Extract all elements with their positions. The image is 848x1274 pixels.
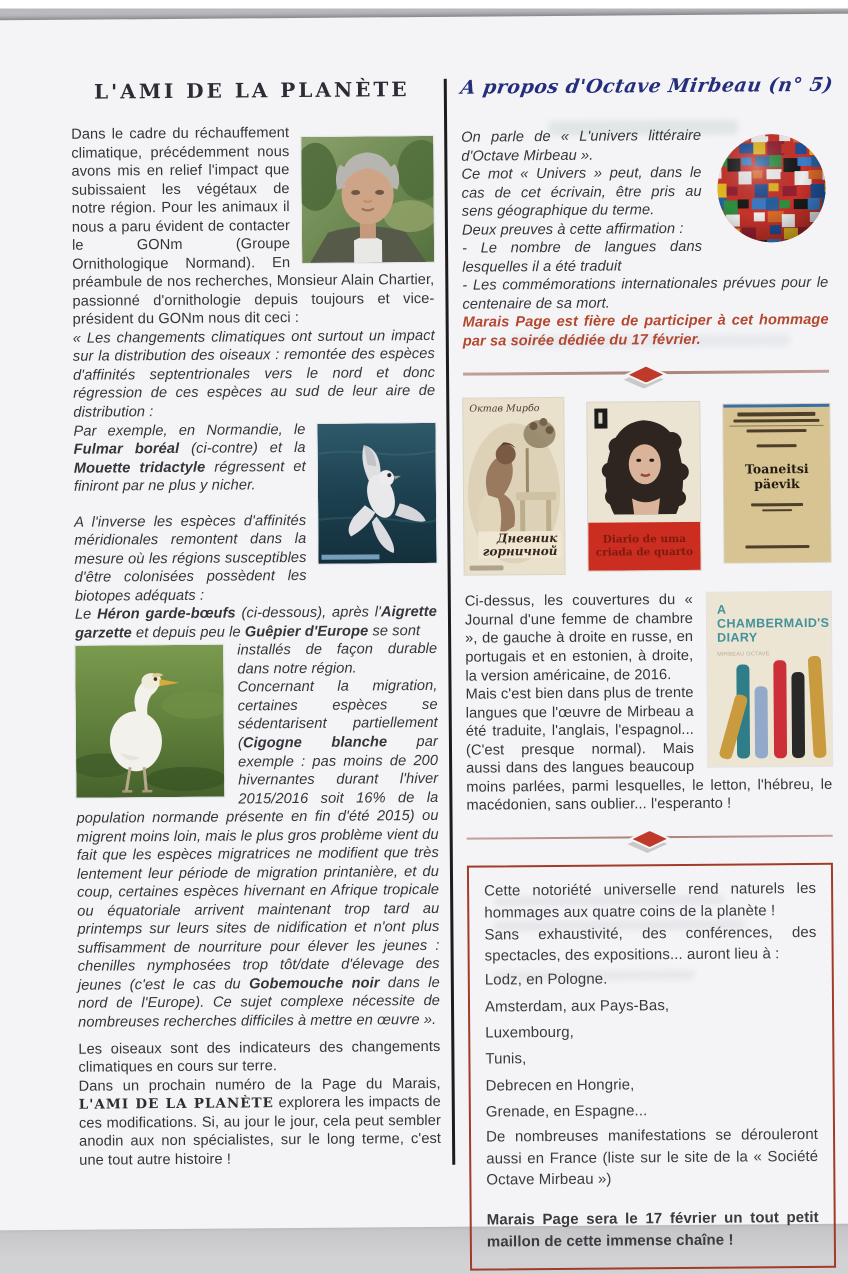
paragraph: installés de façon durable dans notre région.: [237, 641, 438, 678]
alain-chartier-portrait-photo: [301, 136, 434, 263]
marais-page-highlight: Marais Page est fière de participer à cet hommage par sa soirée dédiée du 17 février.: [462, 312, 829, 350]
portuguese-cover-title: Diario de uma criada de quarto: [595, 533, 694, 560]
estonian-cover-title: Toaneitsi päevik: [744, 461, 809, 492]
estonian-cover-top-edge: [723, 404, 829, 408]
world-flags-globe-image: [715, 132, 828, 245]
american-cover-author: MIRBEAU OCTAVE: [717, 651, 770, 659]
estonian-cover-header-bar: [733, 419, 819, 423]
estonian-cover-note-bar: [751, 503, 803, 506]
heron-block: [75, 640, 440, 1032]
paragraph: A l'inverse les espèces d'affinités méridionales remontent dans la mesure où les régions susceptibles d'être colonisées possèdent les biotopes adéquats :: [74, 512, 307, 605]
left-article-title: L'AMI DE LA PLANÈTE: [93, 77, 410, 104]
universe-block: [461, 126, 829, 351]
paragraph: Sans exhaustivité, des conférences, des spectacles, des expositions... auront lieu à :: [484, 923, 817, 965]
american-cover-paint-strokes: [717, 654, 824, 759]
american-cover-title: A CHAMBERMAID'S DIARY: [716, 603, 830, 646]
diamond-divider: [467, 827, 833, 850]
column-divider-rule: [444, 79, 456, 1165]
intro-block: [71, 123, 435, 422]
paragraph: On parle de « L'univers littéraire d'Octave Mirbeau ».: [461, 127, 702, 165]
book-covers-row: [463, 396, 830, 583]
paragraph: Mais c'est bien dans plus de trente langues que l'œuvre de Mirbeau a été traduite, l'anglais, l'espagnol... (C'est presque normal). Mais aussi dans des langues beaucoup moins parlées, parmi lesquelles, le letton, l'hébreu, le macédonien, sans oublier... l'esperanto !: [465, 684, 833, 814]
book-cover-portuguese: [587, 402, 700, 571]
book-cover-american: [707, 592, 832, 767]
estonian-cover-header-bar: [737, 412, 815, 417]
book-cover-estonian: [723, 404, 830, 563]
paragraph: Ce mot « Univers » peut, dans le cas de cet écrivain, être pris au sens géographique du terme.: [461, 164, 702, 220]
hommages-notice-box: [467, 863, 836, 1271]
estonian-cover-author-bar: [757, 444, 797, 447]
estonian-cover-subheader-bar: [747, 429, 807, 432]
scanned-newsletter-page: [0, 14, 848, 1251]
city-line: Grenade, en Espagne...: [485, 1102, 648, 1121]
city-line: Amsterdam, aux Pays-Bas,: [484, 996, 670, 1016]
paragraph: Dans le cadre du réchauffement climatique, précédemment nous avons mis en relief l'impact que subissaient les végétaux de notre région. Pour les animaux il nous a paru évident de contacter le GONm (Groupe Ornithologique Normand). En préambule de nos recherches, Monsieur Alain Chartier, passionné d'ornithologie depuis toujours et vice-président du GONm nous dit ceci :: [71, 125, 435, 329]
paragraph: - Les commémorations internationales prévues pour le centenaire de sa mort.: [462, 275, 829, 313]
right-article-title: A propos d'Octave Mirbeau (n° 5): [459, 73, 835, 99]
article-octave-mirbeau: [461, 74, 836, 1271]
paragraph: De nombreuses manifestations se dérouleront aussi en France (liste sur le site de la « Société Octave Mirbeau »): [485, 1125, 819, 1189]
heron-garde-boeufs-photo: [75, 645, 224, 798]
book-cover-russian: [463, 398, 564, 575]
translations-block: [465, 590, 833, 815]
city-line: Debrecen en Hongrie,: [485, 1076, 635, 1095]
russian-cover-author: Октав Мирбо: [469, 403, 540, 416]
estonian-cover-note-bar: [762, 509, 792, 512]
fulmar-boreal-photo: [317, 422, 436, 563]
article-ami-de-la-planete: [71, 77, 442, 1170]
caption-paragraph: Ci-dessus, les couvertures du « Journal d'une femme de chambre », de gauche à droite en russe, en portugais et en estonien, à droite, la version américaine, de 2016.: [464, 592, 694, 685]
city-line: Lodz, en Pologne.: [484, 970, 608, 989]
paragraph: Le Héron garde-bœufs (ci-dessous), après l'Aigrette garzette et depuis peu le Guêpier d'Europe se sont: [74, 604, 437, 642]
paragraph: Concernant la migration, certaines espèces se sédentarisent partiellement (Cigogne blanche par exemple : pas moins de 200 hivernantes durant l'hiver 2015/2016 soit 16% de la population normande présente en fin d'été 2015) ou migrent moins loin, mais le plus gros problème vient du fait que les espèces migratrices ne modifient que très lentement leur période de migration printanière, et du coup, certaines espèces hivernant en Afrique tropicale ou équatoriale arrivent maintenant trop tard au printemps sur leurs sites de nidification et n'ont plus suffisamment de nourriture pour élever les jeunes : chenilles nymphosées trop tôt/date d'élevage des jeunes (c'est le cas du Gobemouche noir dans le nord de l'Europe). Ce sujet complexe nécessite de nombreuses recherches difficiles à mettre en œuvre ».: [76, 678, 441, 1031]
paragraph: Par exemple, en Normandie, le Fulmar boréal (ci-contre) et la Mouette tridactyle régressent et finiront par ne plus y nicher.: [73, 421, 306, 495]
marais-page-closing-highlight: Marais Page sera le 17 février un tout petit maillon de cette immense chaîne !: [486, 1209, 819, 1251]
paragraph: Dans un prochain numéro de la Page du Marais, L'AMI DE LA PLANÈTE explorera les impacts de ces modifications. Si, au jour le jour, cela peut sembler anodin aux non spécialistes, sur le long terme, c'est une tout autre histoire !: [78, 1075, 442, 1169]
city-line: Tunis,: [485, 1050, 527, 1069]
paragraph: Cette notoriété universelle rend naturels les hommages aux quatre coins de la planète !: [484, 879, 817, 922]
estonian-cover-imprint-bar: [745, 545, 809, 549]
paragraph: - Le nombre de langues dans lesquelles il a été traduit: [462, 238, 703, 276]
diamond-divider: [463, 362, 829, 385]
paragraph-quote: « Les changements climatiques ont surtout un impact sur la distribution des oiseaux : remontée des espèces d'affinités septentrionales vers le nord et donc régression de ces espèces au sud de leur aire de distribution :: [72, 327, 436, 421]
portuguese-publisher-logo: [594, 409, 607, 429]
fulmar-block: [73, 419, 437, 643]
paragraph: Deux preuves à cette affirmation :: [461, 220, 684, 239]
paragraph: Les oiseaux sont des indicateurs des changements climatiques en cours sur terre.: [78, 1038, 441, 1076]
city-line: Luxembourg,: [485, 1023, 574, 1042]
portuguese-cover-band: [588, 522, 700, 571]
russian-cover-imprint: [470, 566, 504, 571]
russian-cover-title: Дневник горничной: [479, 531, 562, 559]
